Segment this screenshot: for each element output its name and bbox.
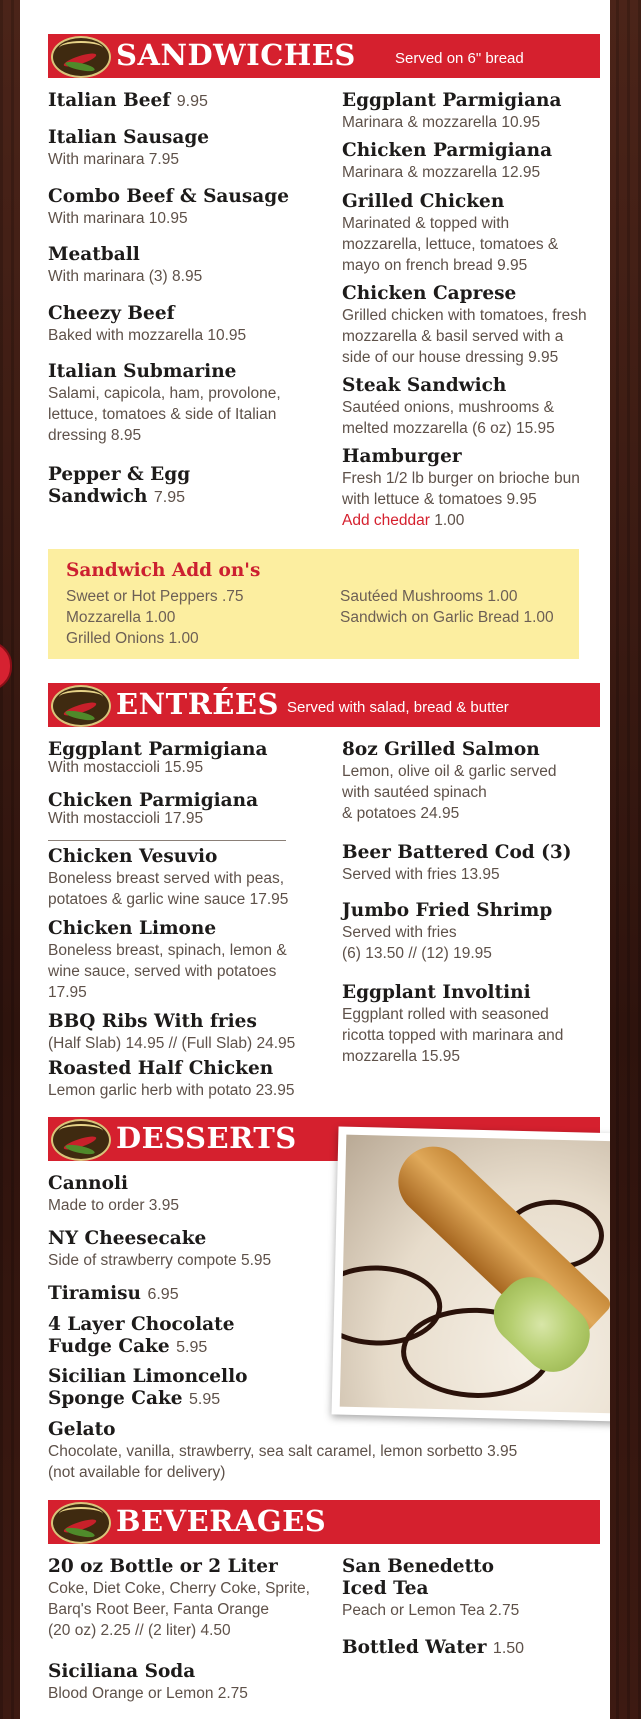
divider	[48, 840, 286, 841]
side-tab	[0, 641, 12, 691]
addon-item: Sandwich on Garlic Bread 1.00	[340, 609, 554, 626]
addon-item: Sautéed Mushrooms 1.00	[340, 588, 518, 605]
addon-item: Sweet or Hot Peppers .75	[66, 588, 244, 605]
menu-item: Chicken Caprese Grilled chicken with tomatoes, fresh mozzarella & basil served with a side of our house dressing 9.95	[342, 283, 587, 366]
menu-item: Beer Battered Cod (3) Served with fries 13.95	[342, 842, 572, 883]
menu-item: Cannoli Made to order 3.95	[48, 1173, 179, 1214]
sandwiches-header	[48, 34, 600, 78]
menu-item: Italian Submarine Salami, capicola, ham, provolone, lettuce, tomatoes & side of Italian dressing 8.95	[48, 361, 281, 444]
menu-item: 8oz Grilled Salmon Lemon, olive oil & garlic served with sautéed spinach & potatoes 24.95	[342, 739, 557, 822]
section-title: SANDWICHES	[116, 38, 356, 72]
menu-item: 4 Layer Chocolate Fudge Cake 5.95	[48, 1314, 235, 1357]
menu-item: Chicken Parmigiana Marinara & mozzarella 12.95	[342, 140, 553, 181]
menu-item: Jumbo Fried Shrimp Served with fries (6) 13.50 // (12) 19.95	[342, 900, 553, 962]
menu-item: Tiramisu 6.95	[48, 1283, 179, 1304]
menu-item: Eggplant Involtini Eggplant rolled with seasoned ricotta topped with marinara and mozzarella 15.95	[342, 982, 564, 1065]
entrees-header	[48, 683, 600, 727]
menu-item: Steak Sandwich Sautéed onions, mushrooms & melted mozzarella (6 oz) 15.95	[342, 375, 555, 437]
menu-item: Italian Beef 9.95	[48, 90, 208, 111]
mamma-marias-logo-icon	[51, 36, 111, 78]
menu-item: Roasted Half Chicken Lemon garlic herb with potato 23.95	[48, 1058, 295, 1099]
addon-item: Grilled Onions 1.00	[66, 630, 199, 647]
mamma-marias-logo-icon	[51, 1502, 111, 1544]
sandwich-addons-box	[48, 549, 579, 659]
menu-item: San Benedetto Iced Tea Peach or Lemon Tea 2.75	[342, 1556, 520, 1619]
beverages-header	[48, 1500, 600, 1544]
menu-item: Siciliana Soda Blood Orange or Lemon 2.75	[48, 1661, 248, 1702]
menu-item: Chicken Limone Boneless breast, spinach, lemon & wine sauce, served with potatoes 17.95	[48, 918, 287, 1001]
addon-item: Mozzarella 1.00	[66, 609, 176, 626]
menu-item: Hamburger Fresh 1/2 lb burger on brioche bun with lettuce & tomatoes 9.95 Add cheddar 1.00	[342, 446, 580, 529]
menu-item: Pepper & Egg Sandwich 7.95	[48, 464, 191, 507]
menu-item: Eggplant Parmigiana Marinara & mozzarella 10.95	[342, 90, 562, 131]
menu-item: Bottled Water 1.50	[342, 1637, 525, 1658]
menu-item: Cheezy Beef Baked with mozzarella 10.95	[48, 303, 247, 344]
menu-item: 20 oz Bottle or 2 Liter Coke, Diet Coke, Cherry Coke, Sprite, Barq's Root Beer, Fanta Orange (20 oz) 2.25 // (2 liter) 4.50	[48, 1556, 310, 1639]
menu-item: Meatball With marinara (3) 8.95	[48, 244, 203, 285]
menu-item: Chicken Parmigiana With mostaccioli 17.95	[48, 790, 259, 827]
section-subtitle: Served on 6" bread	[395, 50, 524, 67]
menu-item: BBQ Ribs With fries (Half Slab) 14.95 // (Full Slab) 24.95	[48, 1011, 296, 1052]
section-title: BEVERAGES	[116, 1504, 327, 1538]
cannoli-photo	[332, 1126, 610, 1421]
mamma-marias-logo-icon	[51, 685, 111, 727]
menu-item: Grilled Chicken Marinated & topped with mozzarella, lettuce, tomatoes & mayo on french bread 9.95	[342, 191, 559, 274]
menu-item: Combo Beef & Sausage With marinara 10.95	[48, 186, 289, 227]
menu-item: Italian Sausage With marinara 7.95	[48, 127, 210, 168]
section-title: ENTRÉES	[116, 687, 279, 721]
mamma-marias-logo-icon	[51, 1119, 111, 1161]
menu-item: Chicken Vesuvio Boneless breast served with peas, potatoes & garlic wine sauce 17.95	[48, 846, 289, 908]
addons-title: Sandwich Add on's	[66, 560, 261, 581]
section-title: DESSERTS	[116, 1121, 297, 1155]
menu-item: Sicilian Limoncello Sponge Cake 5.95	[48, 1366, 248, 1409]
menu-item: Gelato Chocolate, vanilla, strawberry, sea salt caramel, lemon sorbetto 3.95 (not available for delivery)	[48, 1419, 518, 1481]
menu-item: NY Cheesecake Side of strawberry compote 5.95	[48, 1228, 272, 1269]
section-subtitle: Served with salad, bread & butter	[287, 699, 509, 716]
menu-page	[20, 0, 610, 1719]
menu-item: Eggplant Parmigiana With mostaccioli 15.95	[48, 739, 268, 776]
